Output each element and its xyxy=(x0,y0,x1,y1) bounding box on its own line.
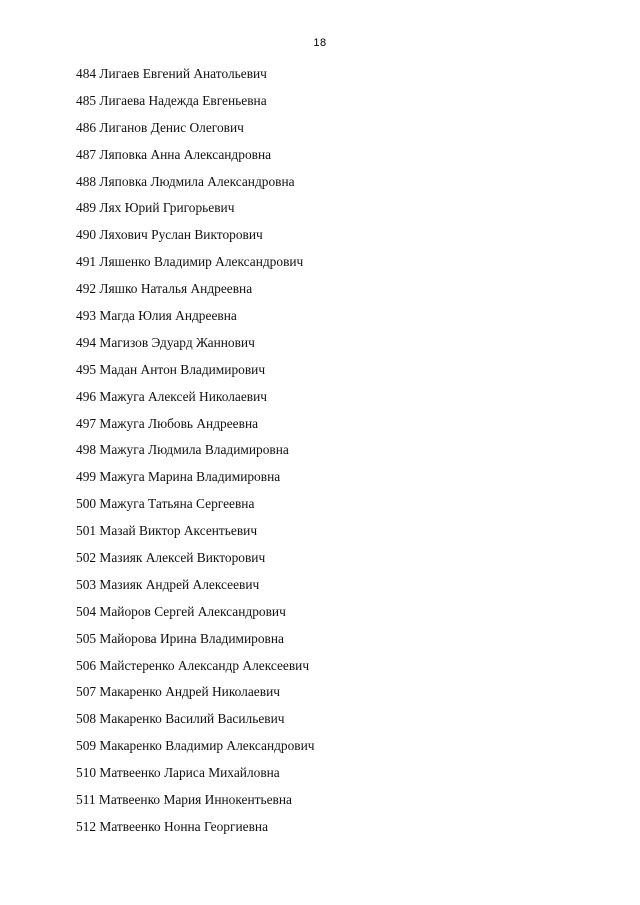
name-list xyxy=(76,66,315,846)
list-item: 499 Мажуга Марина Владимировна xyxy=(76,469,281,485)
list-item: 498 Мажуга Людмила Владимировна xyxy=(76,442,289,458)
list-item: 502 Мазияк Алексей Викторович xyxy=(76,550,266,566)
list-item: 504 Майоров Сергей Александрович xyxy=(76,603,286,619)
list-item: 484 Лигаев Евгений Анатольевич xyxy=(76,66,267,81)
list-item: 512 Матвеенко Нонна Георгиевна xyxy=(76,818,269,834)
list-item: 497 Мажуга Любовь Андреевна xyxy=(76,415,259,431)
list-item: 493 Магда Юлия Андреевна xyxy=(76,308,237,324)
list-item: 495 Мадан Антон Владимирович xyxy=(76,361,266,377)
list-item: 494 Магизов Эдуард Жаннович xyxy=(76,334,255,350)
list-item: 501 Мазай Виктор Аксентьевич xyxy=(76,523,258,539)
list-item: 491 Ляшенко Владимир Александрович xyxy=(76,254,304,270)
list-item: 486 Лиганов Денис Олегович xyxy=(76,119,244,135)
list-item: 500 Мажуга Татьяна Сергеевна xyxy=(76,496,255,512)
list-item: 505 Майорова Ирина Владимировна xyxy=(76,630,284,646)
list-item: 508 Макаренко Василий Васильевич xyxy=(76,711,285,727)
list-item: 492 Ляшко Наталья Андреевна xyxy=(76,281,253,297)
list-item: 488 Ляповка Людмила Александровна xyxy=(76,173,295,189)
list-item: 506 Майстеренко Александр Алексеевич xyxy=(76,657,310,673)
list-item: 511 Матвеенко Мария Иннокентьевна xyxy=(76,792,292,808)
list-item: 485 Лигаева Надежда Евгеньевна xyxy=(76,92,267,108)
page-number: 18 xyxy=(313,37,327,49)
list-item: 487 Ляповка Анна Александровна xyxy=(76,146,272,162)
list-item: 496 Мажуга Алексей Николаевич xyxy=(76,388,268,404)
list-item: 510 Матвеенко Лариса Михайловна xyxy=(76,765,280,781)
list-item: 490 Ляхович Руслан Викторович xyxy=(76,227,263,243)
list-item: 509 Макаренко Владимир Александрович xyxy=(76,738,315,754)
list-item: 507 Макаренко Андрей Николаевич xyxy=(76,684,280,700)
list-item: 503 Мазияк Андрей Алексеевич xyxy=(76,576,260,592)
list-item: 489 Лях Юрий Григорьевич xyxy=(76,200,235,216)
